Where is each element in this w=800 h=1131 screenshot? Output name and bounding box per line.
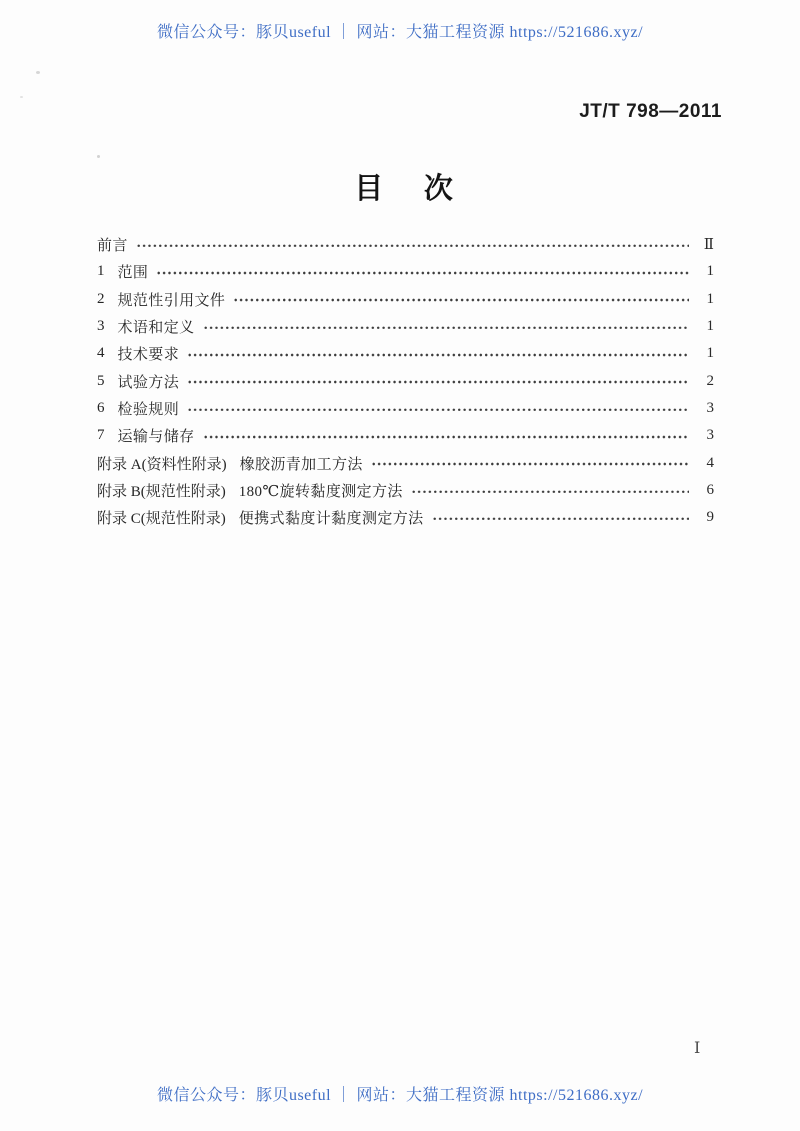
toc-item bbox=[97, 286, 714, 313]
toc-item-number: 7 bbox=[97, 427, 105, 444]
scan-speck bbox=[36, 71, 40, 74]
toc-item-number: 4 bbox=[97, 345, 105, 362]
doc-number: JT/T 798—2011 bbox=[579, 101, 722, 122]
dot-leader bbox=[157, 271, 689, 275]
footer-page-number: Ⅰ bbox=[694, 1040, 701, 1057]
toc-item-number: 6 bbox=[97, 399, 105, 416]
toc-page-number: 1 bbox=[706, 318, 714, 335]
toc-item-title: 范围 bbox=[117, 265, 149, 282]
toc-item bbox=[97, 395, 714, 422]
toc-page-number: 6 bbox=[706, 481, 714, 498]
toc-item-title: 便携式黏度计黏度测定方法 bbox=[238, 511, 424, 528]
toc-page-number: 1 bbox=[706, 290, 714, 307]
watermark-bottom: 微信公众号：豚贝useful ｜ 网站：大猫工程资源 https://521686.xyz/ bbox=[156, 1087, 644, 1104]
dot-leader bbox=[137, 244, 689, 248]
toc-item-title: 术语和定义 bbox=[117, 320, 195, 337]
toc-item bbox=[97, 367, 714, 394]
toc-item-title: 检验规则 bbox=[117, 401, 180, 418]
toc-item bbox=[97, 477, 714, 504]
toc-item-number: 附录 A(资料性附录) bbox=[97, 456, 227, 473]
toc-item-number: 1 bbox=[97, 263, 105, 280]
toc-item-number: 2 bbox=[97, 290, 105, 307]
dot-leader bbox=[188, 353, 689, 357]
dot-leader bbox=[188, 408, 689, 412]
dot-leader bbox=[188, 380, 689, 384]
toc-item-title: 前言 bbox=[97, 238, 128, 255]
toc-item bbox=[97, 449, 714, 476]
dot-leader bbox=[234, 298, 689, 302]
toc-item bbox=[97, 258, 714, 285]
page-title: 目 次 bbox=[354, 173, 459, 205]
toc-page-number: 3 bbox=[706, 427, 714, 444]
toc-page-number: 1 bbox=[706, 263, 714, 280]
dot-leader bbox=[204, 326, 689, 330]
toc-page-number: 1 bbox=[706, 345, 714, 362]
toc-item bbox=[97, 313, 714, 340]
toc-item bbox=[97, 340, 714, 367]
toc-page-number: 9 bbox=[706, 509, 714, 526]
toc-item-number: 3 bbox=[97, 318, 105, 335]
toc-item-title: 技术要求 bbox=[117, 347, 180, 364]
dot-leader bbox=[204, 435, 689, 439]
toc-item-title: 180℃旋转黏度测定方法 bbox=[238, 483, 403, 500]
dot-leader bbox=[412, 490, 689, 494]
toc-item-number: 附录 C(规范性附录) bbox=[97, 511, 226, 528]
toc-item-title: 规范性引用文件 bbox=[117, 292, 226, 309]
toc-page-number: Ⅱ bbox=[703, 237, 714, 254]
watermark-top: 微信公众号：豚贝useful ｜ 网站：大猫工程资源 https://521686.xyz/ bbox=[156, 24, 644, 41]
dot-leader bbox=[372, 462, 689, 466]
dot-leader bbox=[433, 517, 689, 521]
toc-list bbox=[97, 231, 714, 531]
scan-speck bbox=[20, 96, 23, 98]
scan-speck bbox=[97, 155, 100, 158]
toc-item bbox=[97, 231, 714, 258]
toc-item-title: 运输与储存 bbox=[117, 429, 195, 446]
toc-page-number: 4 bbox=[706, 454, 714, 471]
toc-item-title: 试验方法 bbox=[117, 374, 180, 391]
toc-item-number: 附录 B(规范性附录) bbox=[97, 483, 226, 500]
toc-item bbox=[97, 422, 714, 449]
toc-item-title: 橡胶沥青加工方法 bbox=[239, 456, 363, 473]
toc-page-number: 3 bbox=[706, 399, 714, 416]
toc-page-number: 2 bbox=[706, 372, 714, 389]
toc-item bbox=[97, 504, 714, 531]
toc-item-number: 5 bbox=[97, 372, 105, 389]
